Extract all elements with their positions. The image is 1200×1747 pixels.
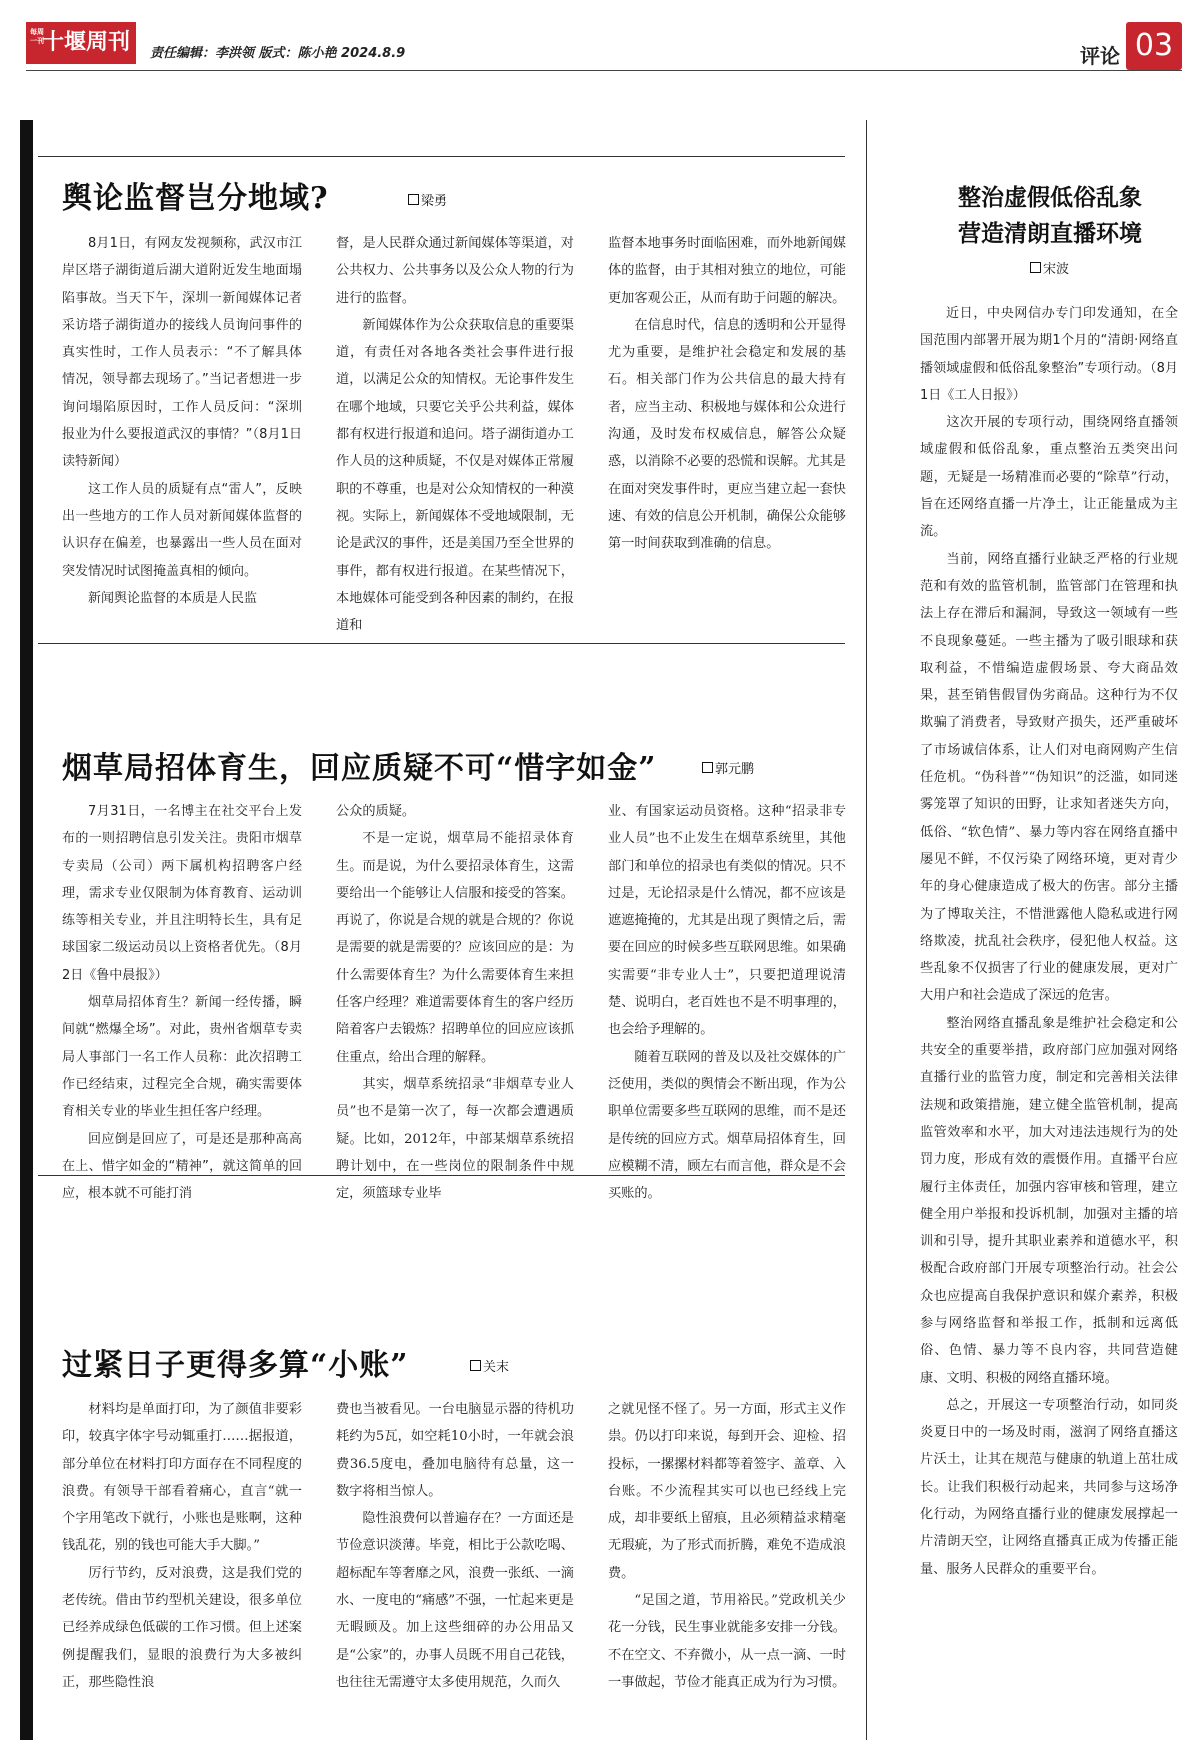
paragraph: 监督本地事务时面临困难，而外地新闻媒体的监督，由于其相对独立的地位，可能更加客观公正，从而有助于问题的解决。 [608,236,846,306]
paragraph: 之就见怪不怪了。另一方面，形式主义作祟。仍以打印来说，每到开会、迎检、招投标，一摞摞材料都等着签字、盖章、入台账。不少流程其实可以也已经线上完成，却非要纸上留痕，且必须精益求精毫无瑕疵，为了形式而折腾，难免不造成浪费。 [608,1402,846,1581]
paragraph: 业、有国家运动员资格。这种“招录非专业人员”也不止发生在烟草系统里，其他部门和单位的招录也有类似的情况。只不过是，无论招录是什么情况，都不应该是遮遮掩掩的，尤其是出现了舆情之后，需要在回应的时候多些互联网思维。如果确实需要“非专业人士”，只要把道理说清楚、说明白，老百姓也不是不明事理的，也会给予理解的。 [608,804,846,1038]
article-column [62,1396,302,1736]
article-column [608,230,846,640]
paragraph: 回应倒是回应了，可是还是那种高高在上、惜字如金的“精神”，就这简单的回应，根本就不可能打消 [62,1131,302,1202]
byline-box-icon [1030,262,1041,273]
sidebar-title-line1: 整治虚假低俗乱象 [958,184,1142,211]
paragraph: 费也当被看见。一台电脑显示器的待机功耗约为5瓦，如空耗10小时，一年就会浪费36.5度电，叠加电脑待有总量，这一数字将相当惊人。 [336,1402,574,1499]
article-column [608,798,846,1270]
paragraph: 随着互联网的普及以及社交媒体的广泛使用，类似的舆情会不断出现，作为公职单位需要多些互联网的思维，而不是还是传统的回应方式。烟草局招体育生，回应模糊不清，顾左右而言他，群众是不会买账的。 [608,1049,846,1202]
paragraph: 7月31日，一名博主在社交平台上发布的一则招聘信息引发关注。贵阳市烟草专卖局（公司）两下属机构招聘客户经理，需求专业仅限制为体育教育、运动训练等相关专业，并且注明特长生，具有足球国家二级运动员以上资格者优先。（8月2日《鲁中晨报》） [62,804,302,983]
article-byline [408,190,447,209]
section-label: 评论 [1080,44,1120,68]
article-byline [702,758,754,777]
sidebar-divider [866,120,867,1740]
paragraph: 近日，中央网信办专门印发通知，在全国范围内部署开展为期1个月的“清朗·网络直播领域虚假和低俗乱象整治”专项行动。（8月1日《工人日报》） [920,306,1178,403]
logo-text: 十堰周刊 [41,30,130,55]
divider-top [38,156,845,157]
byline-box-icon [702,762,713,773]
byline-box-icon [408,194,419,205]
paragraph: 这次开展的专项行动，围绕网络直播领域虚假和低俗乱象，重点整治五类突出问题，无疑是一场精准而必要的“除草”行动，旨在还网络直播一片净土，让正能量成为主流。 [920,415,1178,540]
paragraph: 在信息时代，信息的透明和公开显得尤为重要，是维护社会稳定和发展的基石。相关部门作为公共信息的最大持有者，应当主动、积极地与媒体和公众进行沟通，及时发布权威信息，解答公众疑惑，以消除不必要的恐慌和误解。尤其是在面对突发事件时，更应当建立起一套快速、有效的信息公开机制，确保公众能够第一时间获取到准确的信息。 [608,317,846,552]
paragraph: 其实，烟草系统招录“非烟草专业人员”也不是第一次了，每一次都会遭遇质疑。比如，2012年，中部某烟草系统招聘计划中，在一些岗位的限制条件中规定，须篮球专业毕 [336,1076,574,1202]
author-name: 郭元鹏 [715,762,755,777]
paragraph: 这工作人员的质疑有点“雷人”，反映出一些地方的工作人员对新闻媒体监督的认识存在偏差，也暴露出一些人员在面对突发情况时试图掩盖真相的倾向。 [62,481,302,579]
article-title: 舆论监督岂分地域? [62,181,329,216]
paragraph: 督，是人民群众通过新闻媒体等渠道，对公共权力、公共事务以及公众人物的行为进行的监督。 [336,236,574,306]
logo-small-text: 每周一刊 [30,28,44,45]
sidebar-column [920,300,1178,1740]
editor-meta: 责任编辑：李洪领 版式：陈小艳 2024.8.9 [150,46,406,61]
sidebar-byline [1030,258,1069,277]
article-title: 烟草局招体育生，回应质疑不可“惜字如金” [62,751,657,786]
article-column [62,230,302,672]
article-column [62,798,302,1270]
paragraph: 总之，开展这一专项整治行动，如同炎炎夏日中的一场及时雨，滋润了网络直播这片沃土，让其在规范与健康的轨道上茁壮成长。让我们积极行动起来，共同参与这场净化行动，为网络直播行业的健康发展撑起一片清朗天空，让网络直播真正成为传播正能量、服务人民群众的重要平台。 [920,1397,1178,1577]
byline-box-icon [470,1360,481,1371]
paragraph: 不是一定说，烟草局不能招录体育生。而是说，为什么要招录体育生，这需要给出一个能够让人信服和接受的答案。再说了，你说是合规的就是合规的？你说是需要的就是需要的？应该回应的是：为什么需要体育生？为什么需要体育生来担任客户经理？难道需要体育生的客户经历陪着客户去锻炼？招聘单位的回应应该抓住重点，给出合理的解释。 [336,831,574,1065]
sidebar-title-line2: 营造清朗直播环境 [958,220,1142,247]
paragraph: 整治网络直播乱象是维护社会稳定和公共安全的重要举措，政府部门应加强对网络直播行业的监管力度，制定和完善相关法律法规和政策措施，建立健全监管机制，提高监管效率和水平，加大对违法违规行为的处罚力度，形成有效的震慑作用。直播平台应履行主体责任，加强内容审核和管理，建立健全用户举报和投诉机制，加强对主播的培训和引导，提升其职业素养和道德水平，积极配合政府部门开展专项整治行动。社会公众也应提高自我保护意识和媒介素养，积极参与网络监督和举报工作，抵制和远离低俗、色情、暴力等不良内容，共同营造健康、文明、积极的网络直播环境。 [920,1015,1178,1386]
paragraph: 材料均是单面打印，为了颜值非要彩印，较真字体字号动辄重打……据报道，部分单位在材料打印方面存在不同程度的浪费。有领导干部看着痛心，直言“就一个字用笔改下就行，小账也是账啊，这种钱乱花，别的钱也可能大手大脚。” [62,1402,302,1554]
article-column [336,1396,574,1736]
paragraph: 隐性浪费何以普遍存在？一方面还是节俭意识淡薄。毕竟，相比于公款吃喝、超标配车等奢靡之风，浪费一张纸、一滴水、一度电的“痛感”不强，一忙起来更是无暇顾及。加上这些细碎的办公用品又是“公家”的，办事人员既不用自己花钱，也往往无需遵守太多使用规范，久而久 [336,1511,574,1690]
paragraph: 公众的质疑。 [336,804,416,819]
paragraph: 新闻媒体作为公众获取信息的重要渠道，有责任对各地各类社会事件进行报道，以满足公众的知情权。无论事件发生在哪个地域，只要它关乎公共利益，媒体都有权进行报道和追问。塔子湖街道办工作人员的这种质疑，不仅是对媒体正常履职的不尊重，也是对公众知情权的一种漠视。实际上，新闻媒体不受地域限制，无论是武汉的事件，还是美国乃至全世界的事件，都有权进行报道。在某些情况下，本地媒体可能受到各种因素的制约，在报道和 [336,317,574,634]
masthead-rule [26,70,1182,71]
author-name: 关末 [483,1360,510,1375]
article-byline [470,1356,509,1375]
newspaper-logo [26,22,136,64]
paragraph: 8月1日，有网友发视频称，武汉市江岸区塔子湖街道后湖大道附近发生地面塌陷事故。当天下午，深圳一新闻媒体记者采访塔子湖街道办的接线人员询问事件的真实性时，工作人员表示：“不了解具体情况，领导都去现场了。”当记者想进一步询问塌陷原因时，工作人员反问：“深圳报业为什么要报道武汉的事情？”（8月1日 读特新闻） [62,236,302,470]
paragraph: 新闻舆论监督的本质是人民监 [88,590,258,606]
paragraph: “足国之道，节用裕民。”党政机关少花一分钱，民生事业就能多安排一分钱。不在空文、不弃微小，从一点一滴、一时一事做起，节俭才能真正成为行为习惯。 [608,1593,846,1690]
article-title: 过紧日子更得多算“小账” [62,1348,409,1383]
paragraph: 烟草局招体育生？新闻一经传播，瞬间就“燃爆全场”。对此，贵州省烟草专卖局人事部门一名工作人员称：此次招聘工作已经结束，过程完全合规，确实需要体育相关专业的毕业生担任客户经理。 [62,995,302,1120]
article-column [608,1396,846,1736]
page-number: 03 [1126,22,1182,70]
article-column [336,798,574,1270]
author-name: 宋波 [1043,262,1070,277]
paragraph: 当前，网络直播行业缺乏严格的行业规范和有效的监管机制，监管部门在管理和执法上存在滞后和漏洞，导致这一领域有一些不良现象蔓延。一些主播为了吸引眼球和获取利益，不惜编造虚假场景、夸大商品效果，甚至销售假冒伪劣商品。这种行为不仅欺骗了消费者，导致财产损失，还严重破坏了市场诚信体系，让人们对电商网购产生信任危机。“伪科普”“伪知识”的泛滥，如同迷雾笼罩了知识的田野，让求知者迷失方向，低俗、“软色情”、暴力等内容在网络直播中屡见不鲜，不仅污染了网络环境，更对青少年的身心健康造成了极大的伤害。部分主播为了博取关注，不惜泄露他人隐私或进行网络欺凌，扰乱社会秩序，侵犯他人权益。这些乱象不仅损害了行业的健康发展，更对广大用户和社会造成了深远的危害。 [920,551,1178,1004]
paragraph: 厉行节约，反对浪费，这是我们党的老传统。借由节约型机关建设，很多单位已经养成绿色低碳的工作习惯。但上述案例提醒我们，显眼的浪费行为大多被纠正，那些隐性浪 [62,1565,302,1690]
left-decor-bar [20,120,33,1740]
author-name: 梁勇 [421,194,448,209]
article-column [336,230,574,672]
